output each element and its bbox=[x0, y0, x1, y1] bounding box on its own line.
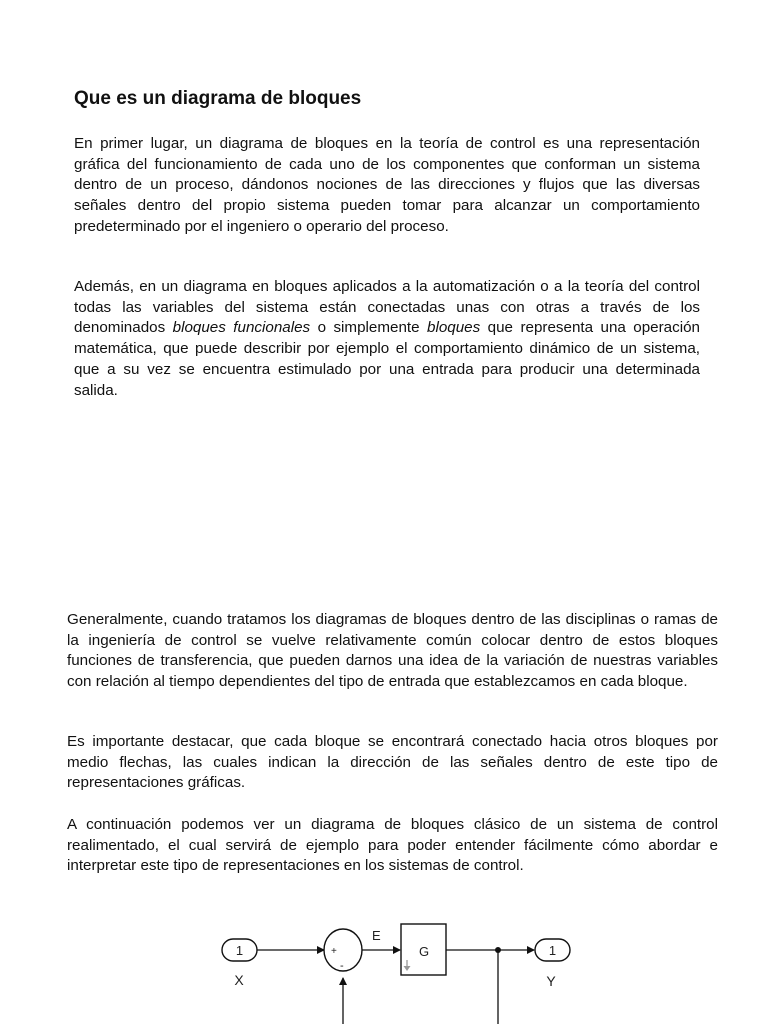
paragraph-2-part-3: que representa una operación matemática, que puede describir por ejemplo el comportamiento dinámico de un sistema, que a su vez se encuentra estimulado por una entrada para producir una determinada salida. bbox=[74, 319, 700, 399]
block-label: G bbox=[418, 944, 430, 959]
paragraph-1: En primer lugar, un diagrama de bloques en la teoría de control es una representación gráfica del funcionamiento de cada uno de los componentes que conforman un sistema dentro de un proceso, dándonos nociones de las direcciones y flujos que las diversas señales dentro del propio sistema pueden tomar para alcanzar un comportamiento predeterminado por el ingeniero o operario del proceso. bbox=[74, 135, 700, 235]
feedback-block-diagram bbox=[210, 915, 590, 1024]
error-label: E bbox=[372, 928, 381, 943]
paragraph-2-part-2: o simplemente bbox=[310, 319, 428, 337]
paragraph-3: Generalmente, cuando tratamos los diagramas de bloques dentro de las disciplinas o ramas de la ingeniería de control se vuelve relativamente común colocar dentro de estos bloques funciones de transferencia, que pueden darnos una idea de la variación de nuestras variables con relación al tiempo dependientes del tipo de entrada que establezcamos en cada bloque. bbox=[67, 611, 718, 691]
page-title: Que es un diagrama de bloques bbox=[74, 88, 362, 109]
output-label: Y bbox=[546, 973, 556, 989]
paragraph-5: A continuación podemos ver un diagrama de bloques clásico de un sistema de control realimentado, el cual servirá de ejemplo para poder entender fácilmente cómo abordar e interpretar este tipo de representaciones en los sistemas de control. bbox=[67, 816, 718, 875]
input-label: X bbox=[234, 972, 244, 988]
output-port-number: 1 bbox=[548, 943, 557, 958]
term-bloques: bloques bbox=[427, 319, 481, 337]
sum-minus-sign: - bbox=[340, 960, 344, 972]
paragraph-2 bbox=[74, 277, 700, 401]
paragraph-4: Es importante destacar, que cada bloque se encontrará conectado hacia otros bloques por medio flechas, las cuales indican la dirección de las señales dentro de este tipo de representaciones gráficas. bbox=[67, 733, 718, 792]
term-bloques-funcionales: bloques funcionales bbox=[172, 319, 311, 337]
input-port-number: 1 bbox=[235, 943, 244, 958]
sum-plus-sign: + bbox=[331, 946, 337, 957]
paragraph-2-part-1: Además, en un diagrama en bloques aplicados a la automatización o a la teoría del control todas las variables del sistema están conectadas unas con otras a través de los denominados bbox=[74, 278, 700, 337]
